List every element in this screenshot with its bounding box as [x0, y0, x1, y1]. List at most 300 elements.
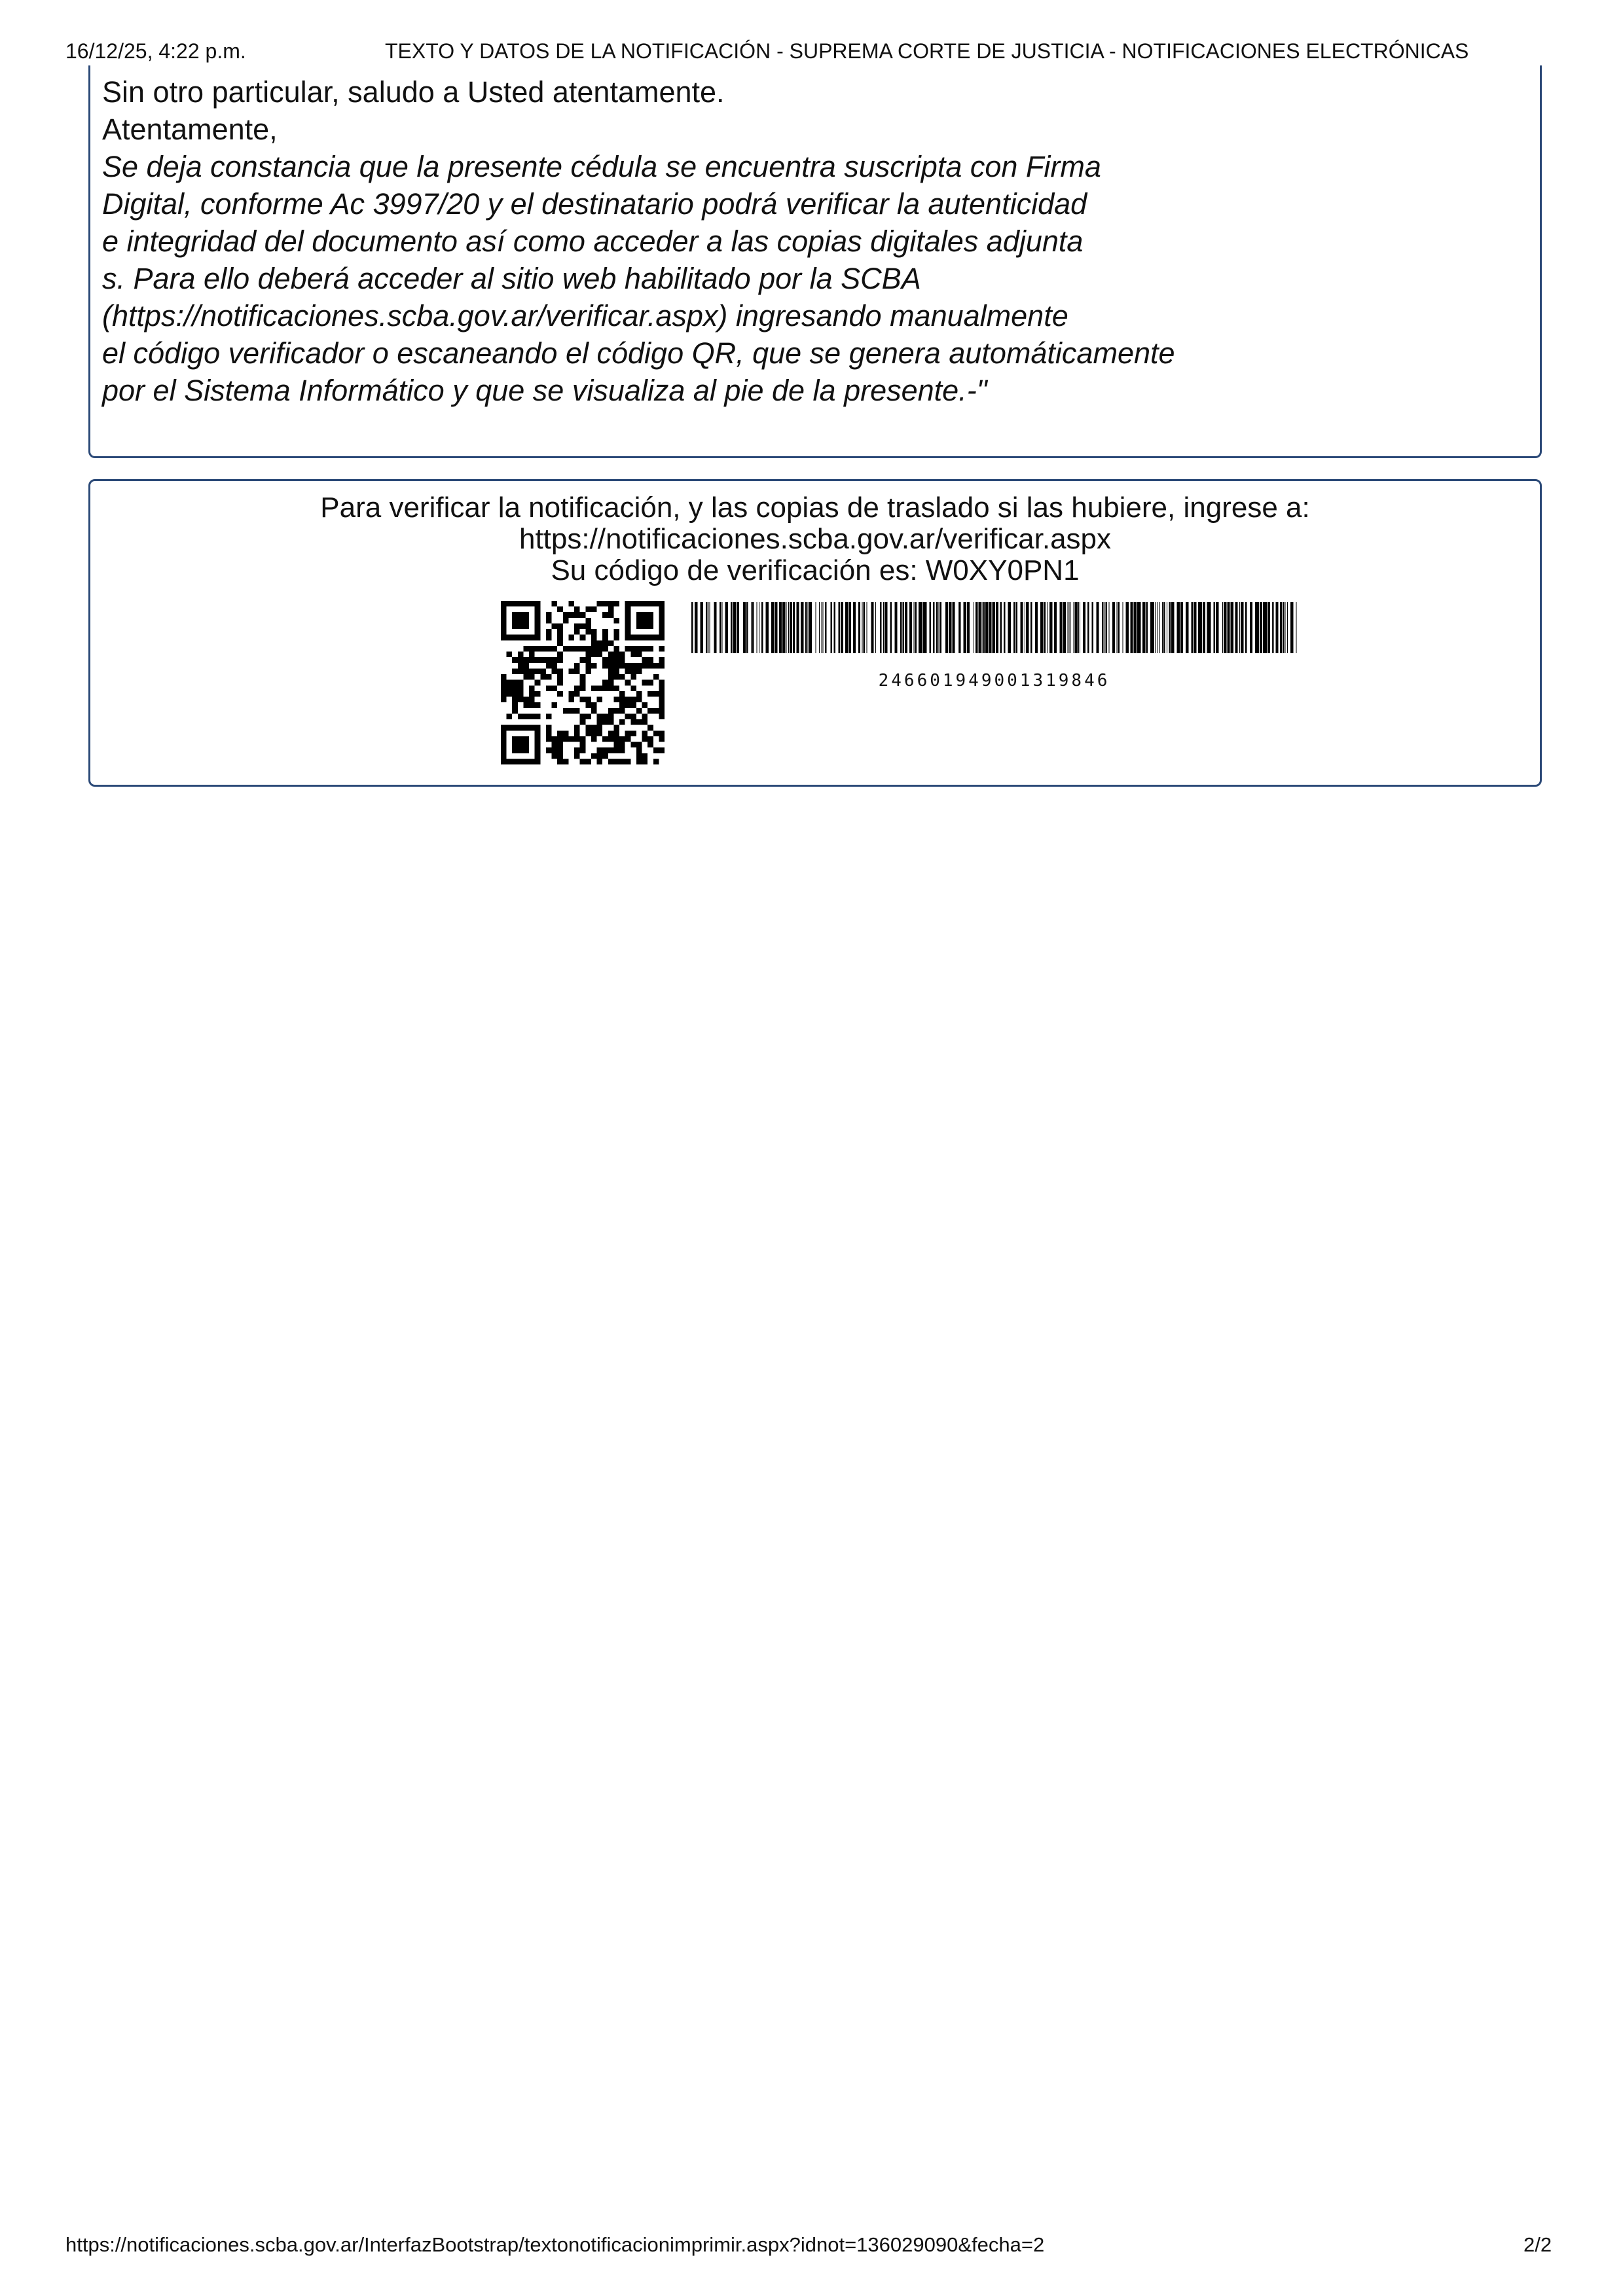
qr-module — [636, 747, 642, 753]
digital-signature-note-line: Se deja constancia que la presente cédula se encuentra suscripta con Firma — [102, 150, 1101, 183]
barcode-bar — [1245, 602, 1247, 653]
qr-module — [591, 730, 597, 736]
barcode-bar — [1137, 602, 1141, 653]
qr-module — [585, 652, 591, 658]
qr-module — [552, 601, 558, 607]
qr-module — [507, 601, 513, 607]
qr-module — [625, 713, 631, 719]
qr-module — [642, 753, 648, 759]
qr-module — [501, 685, 507, 691]
barcode — [691, 602, 1297, 653]
qr-module — [501, 736, 507, 742]
qr-module — [501, 742, 507, 748]
qr-module — [557, 607, 563, 613]
qr-module — [552, 702, 558, 708]
closing-greeting: Sin otro particular, saludo a Usted atentamente. — [102, 75, 725, 109]
qr-module — [625, 759, 631, 764]
qr-module — [647, 623, 653, 629]
barcode-bar — [989, 602, 991, 653]
qr-module — [659, 646, 665, 652]
qr-module — [642, 612, 648, 618]
barcode-bar — [1203, 602, 1205, 653]
qr-module — [512, 697, 518, 703]
barcode-bar — [845, 602, 848, 653]
qr-module — [585, 697, 591, 703]
barcode-bar — [1198, 602, 1202, 653]
qr-module — [625, 635, 631, 641]
qr-module — [653, 759, 659, 764]
qr-module — [642, 635, 648, 641]
qr-module — [597, 730, 603, 736]
qr-module — [636, 697, 642, 703]
barcode-bar — [914, 602, 915, 653]
qr-module — [580, 747, 586, 753]
qr-module — [585, 702, 591, 708]
qr-module — [546, 747, 552, 753]
qr-module — [512, 702, 518, 708]
qr-module — [613, 618, 619, 624]
qr-module — [546, 646, 552, 652]
qr-module — [659, 635, 665, 641]
qr-module — [546, 657, 552, 663]
qr-module — [540, 668, 546, 674]
qr-module — [518, 601, 524, 607]
barcode-bar — [1227, 602, 1230, 653]
barcode-bar — [1142, 602, 1145, 653]
barcode-bar — [1096, 602, 1099, 653]
qr-module — [529, 702, 535, 708]
qr-module — [659, 657, 665, 663]
qr-module — [642, 736, 648, 742]
qr-module — [602, 663, 608, 669]
qr-module — [591, 646, 597, 652]
barcode-bar — [1049, 602, 1052, 653]
qr-module — [630, 697, 636, 703]
barcode-bar — [894, 602, 897, 653]
qr-module — [585, 725, 591, 731]
qr-module — [529, 713, 535, 719]
barcode-bar — [1214, 602, 1216, 653]
qr-module — [580, 623, 586, 629]
qr-module — [625, 612, 631, 618]
qr-module — [557, 759, 563, 764]
qr-module — [625, 623, 631, 629]
verification-box — [88, 479, 1542, 787]
qr-module — [535, 607, 541, 613]
qr-module — [613, 708, 619, 714]
barcode-bar — [1224, 602, 1226, 653]
qr-module — [512, 708, 518, 714]
qr-module — [613, 657, 619, 663]
qr-module — [518, 623, 524, 629]
qr-module — [535, 691, 541, 697]
qr-module — [518, 668, 524, 674]
qr-module — [568, 612, 574, 618]
qr-module — [642, 680, 648, 686]
qr-module — [625, 730, 631, 736]
qr-module — [507, 713, 513, 719]
barcode-bar — [1117, 602, 1118, 653]
barcode-bar — [821, 602, 822, 653]
barcode-bar — [976, 602, 978, 653]
qr-module — [574, 685, 580, 691]
verification-instruction: Para verificar la notificación, y las copias de traslado si las hubiere, ingrese a: — [320, 492, 1310, 524]
qr-module — [630, 668, 636, 674]
barcode-bar — [743, 602, 746, 653]
barcode-bar — [880, 602, 882, 653]
qr-module — [647, 663, 653, 669]
verification-text — [90, 492, 1540, 586]
qr-module — [535, 725, 541, 731]
qr-module — [580, 646, 586, 652]
qr-module — [523, 618, 529, 624]
qr-module — [529, 635, 535, 641]
qr-module — [580, 657, 586, 663]
qr-module — [512, 747, 518, 753]
qr-module — [563, 618, 569, 624]
barcode-bar — [1162, 602, 1163, 653]
barcode-bar — [788, 602, 789, 653]
qr-module — [557, 652, 563, 658]
qr-module — [523, 646, 529, 652]
qr-module — [659, 708, 665, 714]
qr-module — [597, 652, 603, 658]
qr-module — [580, 674, 586, 680]
qr-module — [552, 623, 558, 629]
qr-module — [642, 618, 648, 624]
qr-module — [523, 702, 529, 708]
barcode-bar — [978, 602, 981, 653]
barcode-bar — [1163, 602, 1165, 653]
qr-module — [529, 601, 535, 607]
qr-module — [501, 612, 507, 618]
barcode-bar — [1287, 602, 1288, 653]
qr-module — [546, 663, 552, 669]
qr-module — [659, 623, 665, 629]
qr-module — [591, 736, 597, 742]
barcode-bar — [761, 602, 763, 653]
qr-module — [535, 668, 541, 674]
qr-module — [619, 697, 625, 703]
qr-module — [580, 713, 586, 719]
qr-module — [574, 725, 580, 731]
barcode-bar — [967, 602, 970, 653]
qr-module — [574, 646, 580, 652]
qr-module — [602, 736, 608, 742]
qr-module — [602, 719, 608, 725]
qr-module — [535, 601, 541, 607]
barcode-bar — [822, 602, 823, 653]
qr-module — [653, 747, 659, 753]
qr-module — [585, 668, 591, 674]
qr-module — [630, 674, 636, 680]
barcode-bar — [714, 602, 716, 653]
qr-module — [608, 680, 614, 686]
barcode-bar — [1000, 602, 1002, 653]
qr-module — [523, 725, 529, 731]
qr-module — [523, 623, 529, 629]
qr-module — [518, 713, 524, 719]
barcode-bar — [766, 602, 769, 653]
barcode-bar — [952, 602, 955, 653]
qr-module — [535, 713, 541, 719]
qr-module — [630, 713, 636, 719]
digital-signature-note-line: e integridad del documento así como acceder a las copias digitales adjunta — [102, 224, 1084, 258]
qr-module — [636, 623, 642, 629]
qr-module — [636, 691, 642, 697]
barcode-bar — [923, 602, 927, 653]
qr-module — [507, 759, 513, 764]
qr-module — [523, 601, 529, 607]
qr-module — [557, 736, 563, 742]
qr-module — [630, 663, 636, 669]
barcode-number: 246601949001319846 — [878, 671, 1110, 691]
qr-module — [501, 759, 507, 764]
barcode-bar — [1083, 602, 1085, 653]
qr-module — [613, 736, 619, 742]
qr-module — [608, 759, 614, 764]
qr-module — [636, 708, 642, 714]
qr-module — [647, 601, 653, 607]
barcode-bar — [746, 602, 748, 653]
barcode-bar — [982, 602, 983, 653]
barcode-bar — [1026, 602, 1029, 653]
qr-module — [512, 612, 518, 618]
qr-module — [552, 685, 558, 691]
qr-module — [602, 635, 608, 641]
barcode-bar — [909, 602, 912, 653]
qr-module — [602, 753, 608, 759]
qr-module — [507, 685, 513, 691]
qr-module — [535, 680, 541, 686]
qr-module — [580, 635, 586, 641]
qr-module — [591, 629, 597, 635]
qr-module — [529, 697, 535, 703]
qr-module — [636, 618, 642, 624]
qr-module — [585, 730, 591, 736]
barcode-bar — [900, 602, 902, 653]
qr-module — [585, 629, 591, 635]
qr-module — [563, 708, 569, 714]
qr-module — [608, 652, 614, 658]
qr-module — [501, 635, 507, 641]
qr-module — [501, 623, 507, 629]
barcode-bar — [1075, 602, 1078, 653]
qr-module — [546, 612, 552, 618]
qr-module — [546, 730, 552, 736]
qr-module — [597, 719, 603, 725]
qr-module — [535, 623, 541, 629]
qr-module — [591, 652, 597, 658]
barcode-bar — [1150, 602, 1154, 653]
qr-module — [630, 719, 636, 725]
qr-module — [636, 759, 642, 764]
qr-module — [597, 697, 603, 703]
barcode-bar — [793, 602, 795, 653]
qr-module — [625, 702, 631, 708]
barcode-bar — [1109, 602, 1110, 653]
qr-module — [591, 640, 597, 646]
qr-module — [535, 646, 541, 652]
qr-module — [557, 629, 563, 635]
qr-module — [501, 680, 507, 686]
qr-module — [518, 652, 524, 658]
barcode-bar — [805, 602, 807, 653]
barcode-bar — [1280, 602, 1282, 653]
barcode-bar — [1194, 602, 1196, 653]
qr-module — [608, 730, 614, 736]
qr-module — [535, 618, 541, 624]
qr-module — [501, 753, 507, 759]
qr-module — [546, 713, 552, 719]
qr-module — [597, 725, 603, 731]
qr-module — [630, 635, 636, 641]
qr-module — [608, 674, 614, 680]
qr-module — [557, 680, 563, 686]
qr-module — [619, 691, 625, 697]
qr-module — [552, 646, 558, 652]
page-title: TEXTO Y DATOS DE LA NOTIFICACIÓN - SUPREMA CORTE DE JUSTICIA - NOTIFICACIONES ELECTRÓNICAS — [385, 39, 1469, 63]
barcode-bar — [1169, 602, 1171, 653]
qr-module — [585, 759, 591, 764]
qr-module — [597, 713, 603, 719]
qr-module — [512, 601, 518, 607]
qr-module — [563, 612, 569, 618]
qr-module — [580, 685, 586, 691]
qr-module — [580, 759, 586, 764]
qr-module — [625, 607, 631, 613]
qr-module — [597, 640, 603, 646]
barcode-bar — [1263, 602, 1267, 653]
qr-module — [507, 691, 513, 697]
barcode-bar — [1067, 602, 1068, 653]
digital-signature-note-line: (https://notificaciones.scba.gov.ar/verificar.aspx) ingresando manualmente — [102, 299, 1068, 332]
qr-module — [574, 629, 580, 635]
qr-module — [585, 618, 591, 624]
qr-module — [608, 708, 614, 714]
qr-module — [602, 646, 608, 652]
barcode-bar — [771, 602, 774, 653]
qr-module — [585, 623, 591, 629]
qr-module — [518, 725, 524, 731]
qr-module — [630, 702, 636, 708]
qr-module — [501, 747, 507, 753]
barcode-bar — [1216, 602, 1218, 653]
qr-module — [501, 629, 507, 635]
qr-module — [574, 668, 580, 674]
qr-module — [512, 685, 518, 691]
qr-module — [647, 646, 653, 652]
qr-module — [523, 742, 529, 748]
qr-module — [608, 713, 614, 719]
qr-module — [574, 663, 580, 669]
barcode-bar — [751, 602, 752, 653]
qr-module — [540, 657, 546, 663]
barcode-bar — [1260, 602, 1262, 653]
qr-module — [608, 747, 614, 753]
qr-module — [546, 635, 552, 641]
qr-module — [591, 685, 597, 691]
barcode-bar — [809, 602, 812, 653]
barcode-bar — [1283, 602, 1285, 653]
qr-module — [518, 663, 524, 669]
qr-module — [507, 725, 513, 731]
qr-module — [568, 691, 574, 697]
qr-module — [625, 697, 631, 703]
qr-module — [512, 623, 518, 629]
qr-module — [529, 646, 535, 652]
barcode-bar — [725, 602, 728, 653]
qr-module — [557, 747, 563, 753]
qr-module — [540, 674, 546, 680]
qr-module — [591, 725, 597, 731]
barcode-bar — [1020, 602, 1023, 653]
barcode-bar — [1180, 602, 1183, 653]
qr-module — [653, 674, 659, 680]
qr-module — [602, 640, 608, 646]
barcode-bar — [1016, 602, 1018, 653]
barcode-bar — [708, 602, 709, 653]
barcode-bar — [848, 602, 851, 653]
qr-module — [529, 759, 535, 764]
barcode-bar — [1159, 602, 1160, 653]
barcode-bar — [1239, 602, 1240, 653]
qr-module — [523, 657, 529, 663]
barcode-bar — [1272, 602, 1273, 653]
barcode-bar — [796, 602, 799, 653]
barcode-bar — [905, 602, 907, 653]
barcode-bar — [1030, 602, 1032, 653]
qr-module — [602, 629, 608, 635]
qr-module — [580, 719, 586, 725]
qr-module — [630, 646, 636, 652]
qr-module — [540, 646, 546, 652]
barcode-bar — [1273, 602, 1274, 653]
qr-module — [591, 702, 597, 708]
qr-module — [518, 680, 524, 686]
barcode-bar — [1207, 602, 1211, 653]
qr-module — [619, 747, 625, 753]
qr-module — [501, 697, 507, 703]
qr-module — [653, 691, 659, 697]
qr-module — [608, 657, 614, 663]
qr-module — [653, 663, 659, 669]
barcode-bar — [691, 602, 693, 653]
qr-module — [529, 674, 535, 680]
qr-module — [647, 657, 653, 663]
qr-module — [585, 713, 591, 719]
barcode-bar — [985, 602, 988, 653]
barcode-bar — [902, 602, 904, 653]
qr-module — [518, 736, 524, 742]
barcode-bar — [1241, 602, 1243, 653]
barcode-bar — [945, 602, 948, 653]
qr-module — [613, 601, 619, 607]
qr-module — [574, 607, 580, 613]
barcode-bar — [1290, 602, 1293, 653]
qr-module — [574, 708, 580, 714]
qr-module — [580, 612, 586, 618]
qr-module — [636, 612, 642, 618]
digital-signature-note-line: por el Sistema Informático y que se visualiza al pie de la presente.-" — [102, 374, 987, 407]
barcode-bar — [830, 602, 832, 653]
barcode-bar — [1044, 602, 1046, 653]
barcode-bar — [915, 602, 917, 653]
qr-module — [625, 736, 631, 742]
qr-module — [613, 652, 619, 658]
qr-module — [619, 702, 625, 708]
barcode-bar — [752, 602, 754, 653]
